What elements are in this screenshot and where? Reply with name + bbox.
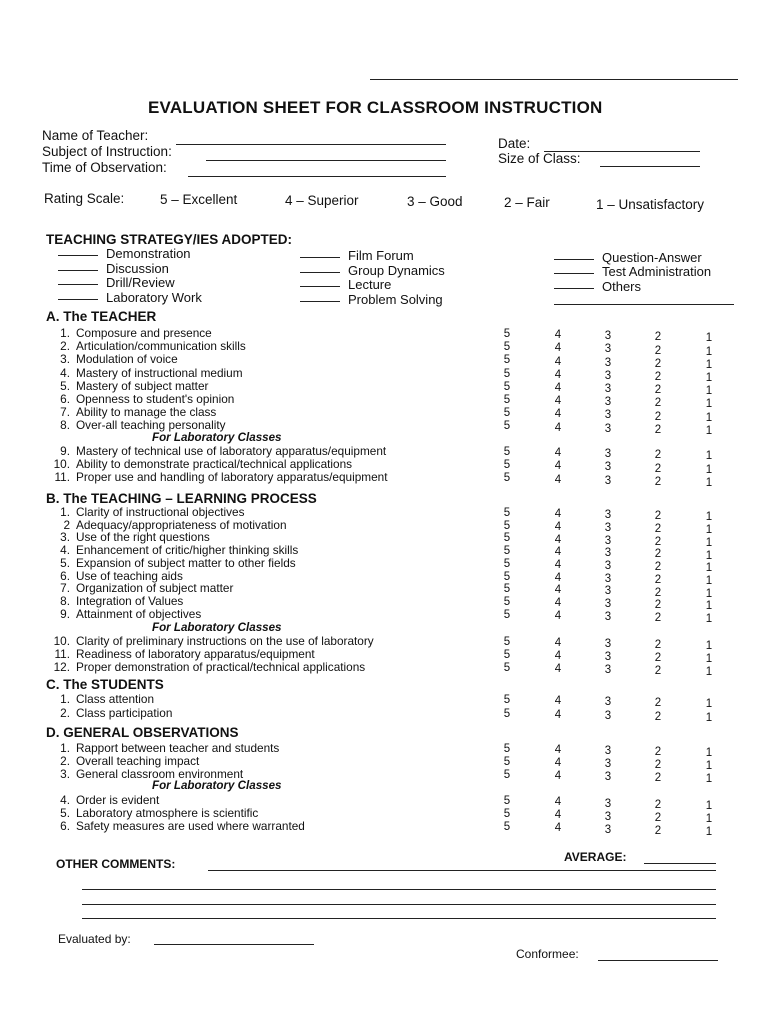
rating-option-3[interactable]: 3 [604,664,612,677]
rating-option-3[interactable]: 3 [604,448,612,461]
criterion-number: 10. [53,457,70,472]
rating-option-2[interactable]: 2 [654,759,662,772]
criterion-number: 3. [60,530,70,545]
average-field[interactable] [644,863,716,864]
criterion-text: Mastery of technical use of laboratory apparatus/equipment [76,444,387,458]
rating-option-2[interactable]: 2 [654,746,662,759]
rating-option-2[interactable]: 2 [654,697,662,710]
criterion-number: 4. [60,365,70,380]
criterion-row [44,706,172,720]
rating-option-5[interactable]: 5 [503,808,511,820]
criterion-number: 10. [53,634,70,648]
rating-option-2[interactable]: 2 [654,449,662,462]
rating-option-1[interactable]: 1 [705,826,713,839]
section-heading-d: D. GENERAL OBSERVATIONS [46,725,239,740]
criterion-number: 3. [60,352,70,367]
rating-option-2[interactable]: 2 [654,798,662,811]
criterion-text: Rapport between teacher and students [76,741,280,755]
rating-option-4[interactable]: 4 [554,381,562,394]
criterion-number: 2. [60,339,70,354]
rating-option-4[interactable]: 4 [554,637,562,650]
rating-option-4[interactable]: 4 [554,408,562,421]
scale-fair: 2 – Fair [504,195,550,210]
rating-option-1[interactable]: 1 [705,524,713,537]
rating-option-5[interactable]: 5 [503,532,511,545]
rating-option-4[interactable]: 4 [554,663,562,676]
criterion-number: 5. [60,555,70,570]
criterion-row [44,647,315,661]
criterion-row [44,392,234,406]
rating-option-1[interactable]: 1 [705,358,713,371]
rating-option-5[interactable]: 5 [503,394,511,406]
criterion-text: Class participation [76,705,173,720]
rating-option-3[interactable]: 3 [604,770,612,783]
rating-option-1[interactable]: 1 [705,653,713,666]
criterion-row [44,819,305,833]
criterion-number: 8. [60,593,70,608]
criterion-text: Safety measures are used where warranted [76,819,305,833]
rating-option-1[interactable]: 1 [705,372,713,384]
rating-option-1[interactable]: 1 [705,666,713,679]
teacher-name-field[interactable] [176,144,446,145]
page-title: EVALUATION SHEET FOR CLASSROOM INSTRUCTION [148,98,603,117]
rating-option-4[interactable]: 4 [554,769,562,782]
scale-unsatisfactory: 1 – Unsatisfactory [596,197,705,212]
rating-option-2[interactable]: 2 [654,344,662,357]
rating-option-3[interactable]: 3 [604,651,612,664]
rating-option-1[interactable]: 1 [705,813,713,826]
rating-option-1[interactable]: 1 [705,424,713,437]
rating-option-2[interactable]: 2 [654,462,662,475]
rating-option-3[interactable]: 3 [604,461,612,474]
rating-option-5[interactable]: 5 [503,380,511,393]
criterion-text: Ability to demonstrate practical/technical applications [76,457,353,472]
criterion-row [44,457,352,471]
rating-option-4[interactable]: 4 [554,558,562,571]
rating-option-5[interactable]: 5 [503,367,511,380]
strategy-test-administration[interactable]: Test Administration [554,264,711,279]
rating-option-1[interactable]: 1 [705,600,713,613]
rating-option-2[interactable]: 2 [654,611,662,624]
rating-option-5[interactable]: 5 [503,459,511,472]
criterion-text: Laboratory atmosphere is scientific [76,806,259,820]
strategy-demonstration[interactable]: Demonstration [58,246,191,261]
rating-option-3[interactable]: 3 [604,409,612,422]
subject-label: Subject of Instruction: [42,144,172,159]
criterion-number: 12. [53,660,70,674]
rating-option-5[interactable]: 5 [503,328,511,340]
criterion-text: Organization of subject matter [76,581,234,596]
rating-option-4[interactable]: 4 [554,744,562,757]
criterion-number: 4. [60,793,70,807]
rating-option-3[interactable]: 3 [604,330,612,343]
lab-classes-label: For Laboratory Classes [152,621,282,634]
rating-option-3[interactable]: 3 [604,598,612,611]
rating-option-1[interactable]: 1 [705,711,713,724]
criterion-number: 7. [60,581,70,596]
criterion-text: Composure and presence [76,326,212,340]
rating-option-4[interactable]: 4 [554,571,562,584]
criterion-number: 3. [60,766,70,781]
rating-option-2[interactable]: 2 [654,397,662,410]
lab-classes-label: For Laboratory Classes [152,779,282,792]
rating-option-3[interactable]: 3 [604,521,612,534]
conformee-field[interactable] [598,960,718,961]
rating-option-2[interactable]: 2 [654,710,662,723]
conformee-label: Conformee: [516,947,579,961]
rating-option-1[interactable]: 1 [705,398,713,411]
rating-option-5[interactable]: 5 [503,662,511,674]
rating-option-4[interactable]: 4 [554,597,562,609]
rating-option-2[interactable]: 2 [654,665,662,678]
scale-excellent: 5 – Excellent [160,192,238,207]
rating-option-4[interactable]: 4 [554,355,562,368]
rating-option-3[interactable]: 3 [604,797,612,810]
time-field[interactable] [188,176,446,177]
criterion-text: Clarity of preliminary instructions on the use of laboratory [76,634,374,648]
rating-option-5[interactable]: 5 [503,755,511,768]
criterion-text: Use of teaching aids [76,568,183,583]
strategy-problem-solving[interactable]: Problem Solving [300,292,443,307]
rating-option-5[interactable]: 5 [503,694,511,706]
rating-option-2[interactable]: 2 [654,523,662,535]
criterion-text: Class attention [76,692,155,706]
criterion-text: Overall teaching impact [76,753,200,768]
rating-option-3[interactable]: 3 [604,356,612,369]
criterion-row [44,326,212,340]
rating-option-2[interactable]: 2 [654,535,662,548]
criterion-number: 11. [54,470,70,485]
subject-field[interactable] [206,160,446,161]
rating-option-3[interactable]: 3 [604,823,612,836]
rating-option-2[interactable]: 2 [654,811,662,824]
criterion-row [44,660,365,674]
rating-option-1[interactable]: 1 [705,536,713,549]
rating-option-3[interactable]: 3 [604,696,612,709]
criterion-number: 2. [60,705,70,720]
criterion-number: 6. [60,568,70,583]
rating-option-2[interactable]: 2 [654,510,662,523]
rating-option-2[interactable]: 2 [654,423,662,436]
criterion-text: Over-all teaching personality [76,418,226,433]
rating-option-1[interactable]: 1 [705,698,713,711]
criterion-text: General classroom environment [76,766,244,781]
rating-option-4[interactable]: 4 [554,756,562,769]
rating-option-4[interactable]: 4 [554,460,562,473]
rating-option-2[interactable]: 2 [654,652,662,665]
rating-option-1[interactable]: 1 [705,800,713,813]
rating-option-4[interactable]: 4 [554,342,562,355]
criterion-row [44,806,258,820]
criterion-row [44,444,386,458]
rating-option-2[interactable]: 2 [654,824,662,837]
section-heading-a: A. The TEACHER [46,309,157,324]
rating-option-2[interactable]: 2 [654,586,662,599]
strategy-heading: TEACHING STRATEGY/IES ADOPTED: [46,232,293,247]
evaluated-by-label: Evaluated by: [58,932,131,946]
criterion-number: 2 [63,517,70,532]
rating-option-1[interactable]: 1 [705,747,713,760]
rating-option-4[interactable]: 4 [554,708,562,721]
rating-option-1[interactable]: 1 [705,613,713,625]
strategy-drill-review[interactable]: Drill/Review [58,275,175,290]
rating-option-3[interactable]: 3 [604,474,612,487]
rating-option-4[interactable]: 4 [554,533,562,546]
rating-option-4[interactable]: 4 [554,796,562,809]
rating-option-4[interactable]: 4 [554,447,562,460]
rating-option-5[interactable]: 5 [503,341,511,354]
rating-option-2[interactable]: 2 [654,548,662,561]
rating-option-4[interactable]: 4 [554,421,562,434]
criterion-number: 7. [60,405,70,420]
criterion-row [44,405,216,419]
rating-option-4[interactable]: 4 [554,650,562,663]
rating-option-1[interactable]: 1 [705,511,713,524]
rating-option-5[interactable]: 5 [503,583,511,596]
rating-option-5[interactable]: 5 [503,821,511,833]
rating-option-3[interactable]: 3 [604,560,612,572]
rating-option-5[interactable]: 5 [503,507,511,519]
criterion-row [44,692,154,706]
criterion-row [44,366,243,380]
criterion-text: Readiness of laboratory apparatus/equipment [76,647,315,661]
criterion-number: 1. [60,505,70,519]
rating-option-2[interactable]: 2 [654,384,662,397]
strategy-group-dynamics[interactable]: Group Dynamics [300,263,445,278]
scale-good: 3 – Good [407,194,463,209]
rating-option-2[interactable]: 2 [654,410,662,423]
rating-option-3[interactable]: 3 [604,396,612,409]
rating-option-4[interactable]: 4 [554,809,562,822]
class-size-field[interactable] [600,166,700,167]
rating-option-3[interactable]: 3 [604,422,612,435]
rating-option-1[interactable]: 1 [705,411,713,424]
rating-option-5[interactable]: 5 [503,636,511,648]
rating-option-2[interactable]: 2 [654,561,662,574]
rating-option-5[interactable]: 5 [503,795,511,807]
comments-line-4[interactable] [82,918,716,919]
strategy-laboratory-work[interactable]: Laboratory Work [58,290,202,305]
rating-option-3[interactable]: 3 [604,709,612,722]
rating-option-5[interactable]: 5 [503,420,511,433]
rating-option-3[interactable]: 3 [604,610,612,623]
criterion-text: Proper demonstration of practical/technical applications [76,660,366,674]
rating-option-1[interactable]: 1 [705,562,713,575]
evaluated-by-field[interactable] [154,944,314,945]
time-label: Time of Observation: [42,160,167,175]
criterion-text: Modulation of voice [76,352,178,367]
strategy-others[interactable]: Others [554,279,641,294]
rating-option-5[interactable]: 5 [503,570,511,583]
criterion-number: 2. [60,753,70,768]
criterion-row [44,339,246,353]
criterion-row [44,634,374,648]
criterion-text: Ability to manage the class [76,405,217,420]
criterion-text: Adequacy/appropriateness of motivation [76,517,287,532]
rating-option-5[interactable]: 5 [503,595,511,608]
rating-option-1[interactable]: 1 [705,450,713,463]
rating-option-4[interactable]: 4 [554,329,562,342]
average-label: AVERAGE: [564,850,627,864]
strategy-lecture[interactable]: Lecture [300,277,391,292]
criterion-text: Enhancement of critic/higher thinking skills [76,543,299,558]
rating-option-5[interactable]: 5 [503,608,511,621]
rating-option-3[interactable]: 3 [604,810,612,823]
rating-option-3[interactable]: 3 [604,534,612,547]
rating-option-3[interactable]: 3 [604,745,612,758]
scale-superior: 4 – Superior [285,193,359,208]
rating-option-3[interactable]: 3 [604,572,612,585]
rating-option-2[interactable]: 2 [654,357,662,370]
teacher-name-label: Name of Teacher: [42,128,149,143]
rating-option-2[interactable]: 2 [654,370,662,383]
criterion-number: 6. [60,819,70,833]
rating-option-1[interactable]: 1 [705,345,713,358]
rating-option-4[interactable]: 4 [554,546,562,559]
other-comments-label: OTHER COMMENTS: [56,857,176,871]
criterion-number: 1. [60,692,70,706]
criterion-text: Proper use and handling of laboratory apparatus/equipment [76,470,388,485]
rating-option-5[interactable]: 5 [503,707,511,720]
date-label: Date: [498,136,531,151]
criterion-number: 8. [60,418,70,433]
rating-option-5[interactable]: 5 [503,446,511,458]
criterion-text: Mastery of subject matter [76,378,209,393]
criterion-number: 5. [60,806,70,820]
class-size-label: Size of Class: [498,151,581,166]
criterion-number: 11. [54,647,70,661]
rating-option-3[interactable]: 3 [604,509,612,522]
criterion-number: 1. [60,326,70,340]
section-heading-b: B. The TEACHING – LEARNING PROCESS [46,491,317,506]
lab-classes-label: For Laboratory Classes [152,431,282,444]
rating-option-1[interactable]: 1 [705,476,713,489]
comments-line-1[interactable] [208,870,716,871]
rating-option-3[interactable]: 3 [604,638,612,651]
rating-option-1[interactable]: 1 [705,463,713,476]
strategy-film-forum[interactable]: Film Forum [300,248,414,263]
criterion-text: Expansion of subject matter to other fields [76,555,296,570]
rating-option-2[interactable]: 2 [654,639,662,652]
top-rule [370,79,738,80]
rating-option-2[interactable]: 2 [654,475,662,488]
rating-option-5[interactable]: 5 [503,557,511,570]
criterion-row [44,352,178,366]
criterion-text: Articulation/communication skills [76,339,246,354]
criterion-text: Attainment of objectives [76,606,202,621]
rating-option-2[interactable]: 2 [654,331,662,344]
rating-option-5[interactable]: 5 [503,545,511,558]
rating-option-5[interactable]: 5 [503,743,511,755]
strategy-discussion[interactable]: Discussion [58,261,169,276]
criterion-row [44,470,388,484]
rating-option-1[interactable]: 1 [705,574,713,587]
section-heading-c: C. The STUDENTS [46,677,164,692]
rating-option-5[interactable]: 5 [503,407,511,420]
strategy-question-answer[interactable]: Question-Answer [554,250,702,265]
rating-option-4[interactable]: 4 [554,609,562,622]
rating-option-4[interactable]: 4 [554,395,562,408]
criterion-number: 9. [60,606,70,621]
rating-option-5[interactable]: 5 [503,354,511,367]
rating-option-4[interactable]: 4 [554,822,562,835]
rating-option-4[interactable]: 4 [554,520,562,533]
rating-option-4[interactable]: 4 [554,584,562,597]
rating-option-2[interactable]: 2 [654,771,662,784]
rating-option-1[interactable]: 1 [705,385,713,398]
criterion-number: 4. [60,543,70,558]
criterion-number: 1. [60,741,70,755]
rating-option-2[interactable]: 2 [654,573,662,586]
criterion-number: 6. [60,392,70,406]
rating-scale-label: Rating Scale: [44,191,125,206]
rating-option-1[interactable]: 1 [705,587,713,600]
strategy-others-line[interactable] [554,304,734,305]
rating-option-4[interactable]: 4 [554,508,562,521]
rating-option-1[interactable]: 1 [705,760,713,773]
criterion-text: Integration of Values [76,593,184,608]
rating-option-3[interactable]: 3 [604,343,612,356]
rating-option-1[interactable]: 1 [705,640,713,653]
criterion-number: 9. [60,444,70,458]
comments-line-2[interactable] [82,889,716,890]
criterion-number: 5. [60,378,70,393]
criterion-row [44,793,159,807]
rating-option-4[interactable]: 4 [554,368,562,381]
rating-option-5[interactable]: 5 [503,519,511,532]
rating-option-3[interactable]: 3 [604,758,612,770]
rating-option-3[interactable]: 3 [604,585,612,598]
rating-option-3[interactable]: 3 [604,547,612,560]
criterion-row [44,607,201,621]
rating-option-5[interactable]: 5 [503,649,511,661]
criterion-text: Clarity of instructional objectives [76,505,245,519]
rating-option-5[interactable]: 5 [503,472,511,485]
rating-option-1[interactable]: 1 [705,332,713,345]
rating-option-4[interactable]: 4 [554,695,562,708]
criterion-text: Openness to student's opinion [76,392,235,406]
criterion-row [44,379,208,393]
rating-option-2[interactable]: 2 [654,599,662,612]
criterion-text: Use of the right questions [76,530,210,545]
rating-option-4[interactable]: 4 [554,473,562,486]
rating-option-3[interactable]: 3 [604,383,612,395]
rating-option-5[interactable]: 5 [503,768,511,781]
rating-option-3[interactable]: 3 [604,369,612,382]
rating-option-1[interactable]: 1 [705,773,713,785]
rating-option-1[interactable]: 1 [705,549,713,562]
criterion-text: Order is evident [76,793,160,807]
comments-line-3[interactable] [82,904,716,905]
criterion-text: Mastery of instructional medium [76,365,243,380]
